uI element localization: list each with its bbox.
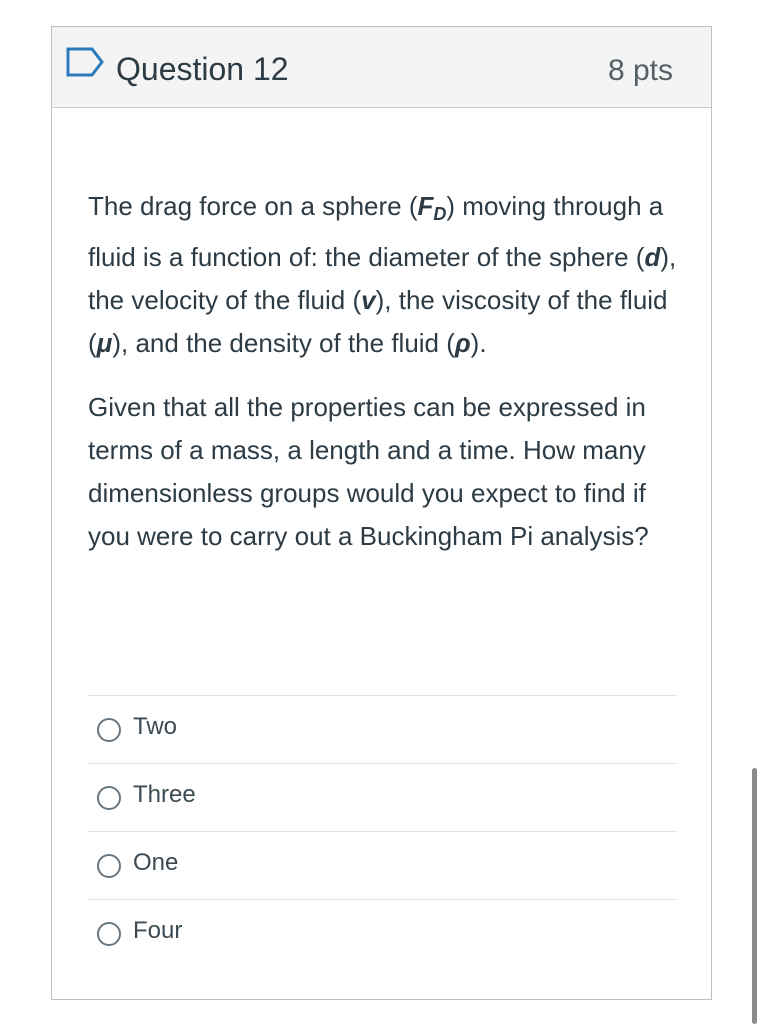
radio-button[interactable] xyxy=(97,718,121,742)
question-paragraph-1 xyxy=(88,185,688,365)
radio-button[interactable] xyxy=(97,922,121,946)
symbol-diameter: d xyxy=(644,242,661,272)
symbol-viscosity: μ xyxy=(96,328,113,358)
flag-outline-icon[interactable] xyxy=(66,47,104,77)
scrollbar[interactable] xyxy=(752,768,757,1024)
question-points: 8 pts xyxy=(607,54,673,87)
question-text xyxy=(88,185,688,558)
symbol-drag-force xyxy=(417,191,447,224)
text-segment: ) moving through a fluid is a function of: the diameter of the sphere ( xyxy=(88,191,664,272)
symbol-velocity: v xyxy=(361,285,376,315)
radio-button[interactable] xyxy=(97,786,121,810)
text-segment: ). xyxy=(470,328,487,358)
symbol-F-subscript: D xyxy=(433,204,447,224)
answer-option-one[interactable] xyxy=(88,831,677,899)
question-title: Question 12 xyxy=(116,51,289,87)
text-segment: ), the viscosity of the fluid ( xyxy=(88,285,668,358)
answer-label[interactable]: Two xyxy=(133,713,178,740)
answer-list xyxy=(88,695,677,967)
answer-label[interactable]: Four xyxy=(133,917,183,944)
answer-option-two[interactable] xyxy=(88,695,677,763)
question-header xyxy=(52,27,711,108)
question-card xyxy=(51,26,712,1000)
answer-option-three[interactable] xyxy=(88,763,677,831)
answer-option-four[interactable] xyxy=(88,899,677,967)
symbol-F: F xyxy=(417,191,434,221)
radio-button[interactable] xyxy=(97,854,121,878)
symbol-density: ρ xyxy=(454,328,471,358)
text-segment: The drag force on a sphere ( xyxy=(88,191,418,221)
answer-label[interactable]: Three xyxy=(133,781,196,808)
text-segment: ), and the density of the fluid ( xyxy=(112,328,455,358)
text-segment: ), the velocity of the fluid ( xyxy=(88,242,677,315)
question-paragraph-2: Given that all the properties can be expressed in terms of a mass, a length and a time. How many dimensionless groups would you expect to find if you were to carry out a Buckingham Pi analysis? xyxy=(88,392,649,551)
answer-label[interactable]: One xyxy=(133,849,179,876)
